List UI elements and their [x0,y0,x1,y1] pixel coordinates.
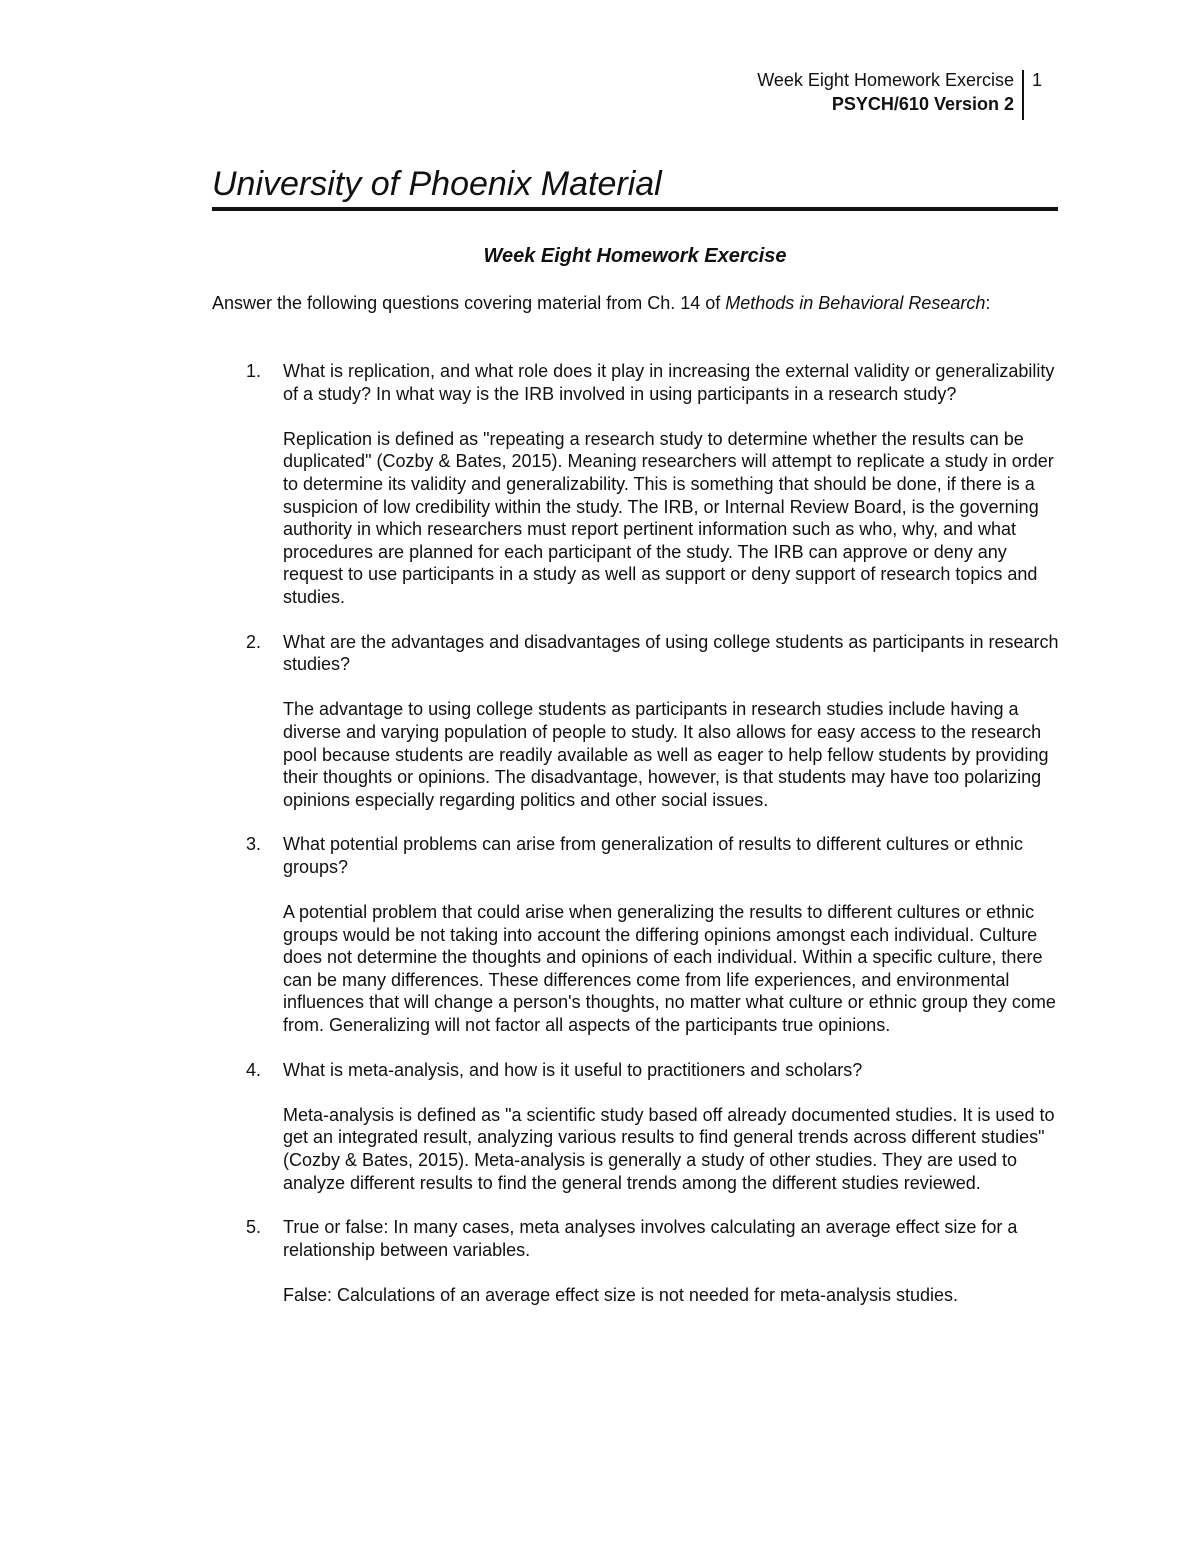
question-item [212,1059,1062,1195]
header-title: Week Eight Homework Exercise [757,70,1014,90]
question-number: 4. [246,1059,262,1080]
instructions-text: Answer the following questions covering material from Ch. 14 of [212,293,726,313]
question-number: 2. [246,631,262,652]
answer-text: A potential problem that could arise when generalizing the results to different cultures or ethnic groups would be not taking into account the differing opinions amongst each individual. Culture does not determine the thoughts and opinions of each individual. Within a specific culture, there can be many differences. These differences come from life experiences, and environmental influences that will change a person's thoughts, no matter what culture or ethnic group they come from. Generalizing will not factor all aspects of the participants true opinions. [283,902,1056,1036]
question-item [212,631,1062,812]
question-text: What is meta-analysis, and how is it useful to practitioners and scholars? [283,1059,863,1080]
answer-text: Replication is defined as "repeating a research study to determine whether the results can be duplicated" (Cozby & Bates, 2015). Meaning researchers will attempt to replicate a study in order to determine its validity and generalizability. This is something that should be done, if there is a suspicion of low credibility within the study. The IRB, or Internal Review Board, is the governing authority in which researchers must report pertinent information such as who, why, and what procedures are planned for each participant of the study. The IRB can approve or deny any request to use participants in a study as well as support or deny support of research topics and studies. [283,428,1054,607]
instructions-end: : [985,293,991,313]
book-title: Methods in Behavioral Research [725,293,986,313]
question-number: 3. [246,834,262,855]
header-text-block [757,68,1022,120]
question-text: What are the advantages and disadvantages of using college students as participants in research studies? [283,631,1059,675]
question-number: 5. [246,1217,262,1238]
instructions [212,292,1058,315]
header-course: PSYCH/610 Version 2 [831,94,1014,114]
question-text: What is replication, and what role does it play in increasing the external validity or generalizability of a study? In what way is the IRB involved in using participants in a research study? [283,361,1055,404]
question-list [212,360,1062,1329]
question-text: What potential problems can arise from generalization of results to different cultures or ethnic groups? [283,834,1024,877]
question-item [212,360,1062,609]
document-title: Week Eight Homework Exercise [483,245,787,267]
question-number: 1. [246,361,262,381]
question-text: True or false: In many cases, meta analyses involves calculating an average effect size for a relationship between variables. [283,1217,1018,1260]
answer-text: Meta-analysis is defined as "a scientific study based off already documented studies. It is used to get an integrated result, analyzing various results to find general trends across different studies" (Cozby & Bates, 2015). Meta-analysis is generally a study of other studies. They are used to analyze different results to find the general trends among the different studies reviewed. [283,1104,1055,1193]
answer-text: The advantage to using college students as participants in research studies include having a diverse and varying population of people to study. It also allows for easy access to the research pool because students are readily available as well as eager to help fellow students by providing their thoughts or opinions. The disadvantage, however, is that students may have too polarizing opinions especially regarding politics and other social issues. [283,699,1049,810]
uop-material-title: University of Phoenix Material [212,162,1058,211]
question-item [212,1216,1062,1306]
page-header [757,68,1048,120]
page-number: 1 [1032,70,1043,90]
answer-text: False: Calculations of an average effect size is not needed for meta-analysis studies. [283,1284,959,1305]
question-item [212,833,1062,1036]
